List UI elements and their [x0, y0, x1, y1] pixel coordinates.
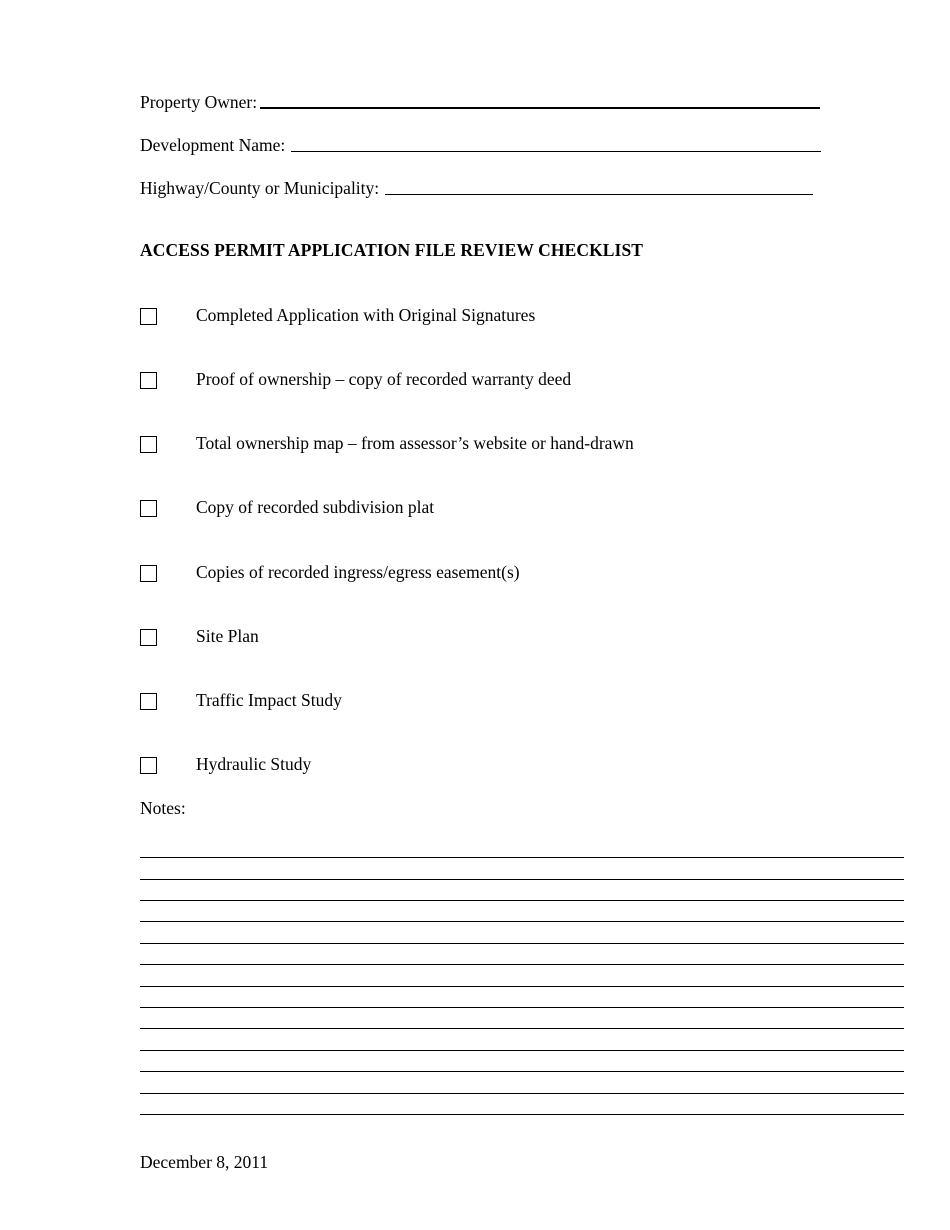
checklist-item-label: Proof of ownership – copy of recorded warranty deed	[196, 369, 572, 389]
checklist-item-label: Site Plan	[196, 626, 259, 646]
notes-line[interactable]	[140, 857, 904, 858]
checklist-item-label: Copies of recorded ingress/egress easement(s)	[196, 562, 520, 582]
checkbox[interactable]	[140, 500, 157, 517]
development-name-field[interactable]	[140, 133, 821, 157]
highway-county-field[interactable]	[140, 176, 813, 200]
checkbox[interactable]	[140, 693, 157, 710]
checkbox[interactable]	[140, 372, 157, 389]
notes-line[interactable]	[140, 1114, 904, 1115]
checklist-title: ACCESS PERMIT APPLICATION FILE REVIEW CHECKLIST	[140, 240, 644, 260]
checklist-item	[140, 562, 520, 584]
checklist-item-label: Traffic Impact Study	[196, 690, 342, 710]
notes-line[interactable]	[140, 921, 904, 922]
property-owner-input-line[interactable]	[260, 107, 820, 109]
footer-date: December 8, 2011	[140, 1152, 269, 1172]
checkbox[interactable]	[140, 757, 157, 774]
property-owner-field[interactable]	[140, 90, 820, 114]
checklist-item	[140, 433, 634, 455]
notes-label: Notes:	[140, 798, 186, 818]
checkbox[interactable]	[140, 308, 157, 325]
checklist-item-label: Total ownership map – from assessor’s website or hand-drawn	[196, 433, 634, 453]
notes-line[interactable]	[140, 1007, 904, 1008]
development-name-label: Development Name:	[140, 135, 286, 155]
checkbox[interactable]	[140, 629, 157, 646]
notes-line[interactable]	[140, 900, 904, 901]
notes-line[interactable]	[140, 943, 904, 944]
checklist-item	[140, 626, 259, 648]
checkbox[interactable]	[140, 565, 157, 582]
notes-line[interactable]	[140, 1071, 904, 1072]
checkbox[interactable]	[140, 436, 157, 453]
notes-line[interactable]	[140, 1028, 904, 1029]
checklist-item	[140, 497, 435, 519]
checklist-item-label: Completed Application with Original Signatures	[196, 305, 536, 325]
checklist-item-label: Hydraulic Study	[196, 754, 312, 774]
property-owner-label: Property Owner:	[140, 92, 258, 112]
notes-line[interactable]	[140, 1050, 904, 1051]
notes-line[interactable]	[140, 964, 904, 965]
notes-line[interactable]	[140, 986, 904, 987]
development-name-input-line[interactable]	[291, 151, 821, 152]
notes-line[interactable]	[140, 879, 904, 880]
checklist-item	[140, 690, 342, 712]
notes-line[interactable]	[140, 1093, 904, 1094]
highway-county-input-line[interactable]	[385, 194, 813, 195]
checklist-item	[140, 754, 312, 776]
checklist-item	[140, 305, 536, 327]
highway-county-label: Highway/County or Municipality:	[140, 178, 380, 198]
checklist-item	[140, 369, 572, 391]
checklist-item-label: Copy of recorded subdivision plat	[196, 497, 435, 517]
